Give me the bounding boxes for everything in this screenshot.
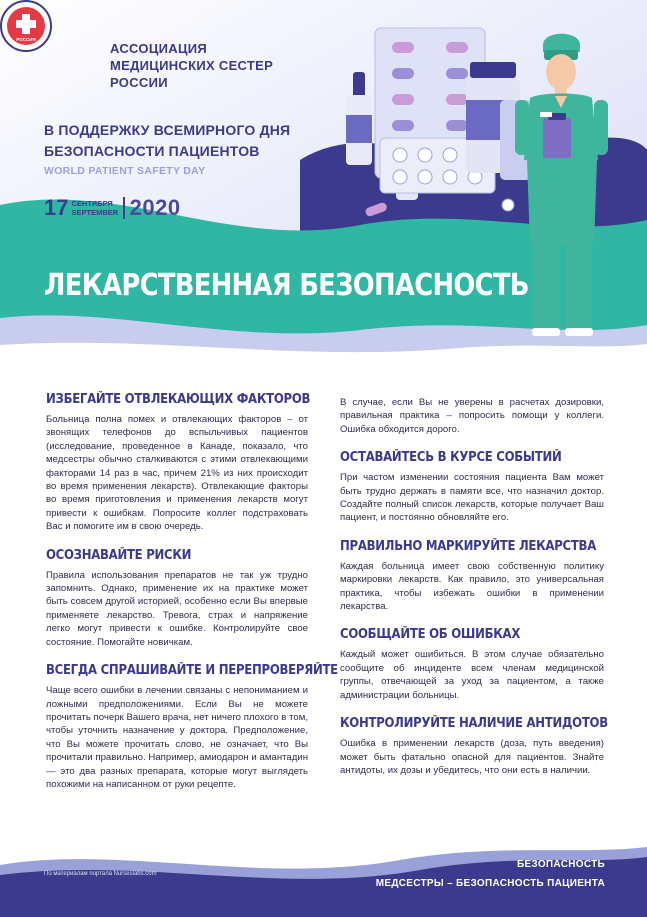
section-text: Больница полна помех и отвлекающих факторов – от звонящих телефонов до вспыльчивых пациентов (исследование, проведенное в Канаде, показало, что медсестры обычно сталкиваются с этими отвлекающими факторами 14 раз в час, причем 21% из них происходит во время применения лекарств). Отвлекающие факторы во время приготовления и применения лекарств могут привести к ошибкам. Попросите коллег подстраховать Вас и помогите им в свою очередь. [46, 414, 308, 533]
org-name-line: АССОЦИАЦИЯ [110, 41, 208, 56]
hero-banner [0, 0, 647, 360]
section-heading: ИЗБЕГАЙТЕ ОТВЛЕКАЮЩИХ ФАКТОРОВ [46, 392, 311, 407]
hero-illustration [0, 0, 647, 360]
left-column [46, 392, 338, 805]
section-dosage-intro [340, 396, 604, 436]
section-text: Ошибка в применении лекарств (доза, путь введения) может быть фатально опасной для пациентов. Знайте антидоты, их дозы и убедитесь, что они есть в наличии. [340, 738, 604, 776]
event-title [44, 120, 290, 162]
footer-slogan [376, 855, 605, 893]
org-name-line: МЕДИЦИНСКИХ СЕСТЕР [110, 58, 274, 73]
section-heading: ПРАВИЛЬНО МАРКИРУЙТЕ ЛЕКАРСТВА [340, 538, 596, 554]
section-antidotes [340, 716, 608, 777]
section-label-medications [340, 539, 604, 614]
event-year: 2020 [129, 195, 181, 220]
event-day: 17 [44, 195, 69, 220]
section-text: Чаще всего ошибки в лечении связаны с непониманием и ложными предположениями. Если Вы не можете прочитать почерк Вашего врача, нет ничего плохого в том, чтобы уточнить назначение у доктора. Предположение, что Вы можете прочитать слово, не означает, что Вы прочитали правильно. Например, амиодарон и амантадин — это два разных препарата, которые могут выглядеть похожими на написанном от руки рецепте. [46, 685, 308, 790]
section-know-risks [46, 548, 308, 649]
event-title-line: БЕЗОПАСНОСТИ ПАЦИЕНТОВ [44, 143, 260, 159]
event-month-en: SEPTEMBER [71, 208, 119, 217]
section-text: В случае, если Вы не уверены в расчетах дозировки, правильная практика – попросить помощи у коллеги. Ошибка обходится дорого. [340, 397, 604, 435]
svg-text:РОССИЯ: РОССИЯ [16, 37, 36, 42]
event-title-english: WORLD PATIENT SAFETY DAY [44, 165, 206, 177]
section-heading: ОСОЗНАВАЙТЕ РИСКИ [46, 547, 192, 563]
section-avoid-distractions [46, 392, 311, 534]
event-month [71, 199, 118, 217]
slogan-line: МЕДСЕСТРЫ – БЕЗОПАСНОСТЬ ПАЦИЕНТА [375, 878, 605, 889]
source-credit: По материалам портала Nurseslabs.com [44, 871, 157, 877]
section-heading: ВСЕГДА СПРАШИВАЙТЕ И ПЕРЕПРОВЕРЯЙТЕ [46, 663, 338, 679]
association-logo [0, 0, 52, 52]
section-report-errors [340, 627, 604, 702]
event-month-ru: СЕНТЯБРЯ [71, 199, 113, 208]
event-title-block [44, 120, 290, 177]
slogan-line: БЕЗОПАСНОСТЬ [516, 859, 605, 870]
section-text: Каждый может ошибиться. В этом случае обязательно сообщите об инциденте всем членам медицинской группы, отвечающей за уход за пациентом, а также администрации больницы. [340, 649, 604, 701]
section-text: При частом изменении состояния пациента Вам может быть трудно держать в памяти все, что назначил доктор. Создайте полный список лекарств, которые получает Ваш пациент, и постоянно обновляйте его. [340, 472, 604, 524]
pill [502, 199, 514, 211]
right-column [340, 396, 608, 791]
section-text: Правила использования препаратов не так уж трудно запомнить. Однако, применение их на практике может быть совсем другой историей, особенно если Вы впервые применяете лекарство. Тревога, страх и напряжение легко могут привести к ошибке. Контролируйте свое состояние. Помогайте новичкам. [46, 569, 308, 648]
event-date [44, 195, 181, 221]
section-text: Каждая больница имеет свою собственную политику маркировки лекарств. Как правило, это универсальная практика, чтобы избежать ошибки в применении лекарства. [340, 560, 604, 613]
section-heading: КОНТРОЛИРУЙТЕ НАЛИЧИЕ АНТИДОТОВ [340, 716, 608, 732]
main-title: ЛЕКАРСТВЕННАЯ БЕЗОПАСНОСТЬ [44, 268, 529, 303]
organization-name [110, 40, 273, 91]
section-stay-informed [340, 450, 604, 525]
org-name-line: РОССИИ [110, 75, 168, 90]
section-heading: ОСТАВАЙТЕСЬ В КУРСЕ СОБЫТИЙ [340, 450, 562, 466]
date-divider [123, 197, 125, 219]
section-heading: СООБЩАЙТЕ ОБ ОШИБКАХ [340, 627, 521, 643]
section-ask-and-recheck [46, 663, 338, 791]
event-title-line: В ПОДДЕРЖКУ ВСЕМИРНОГО ДНЯ [44, 122, 291, 138]
